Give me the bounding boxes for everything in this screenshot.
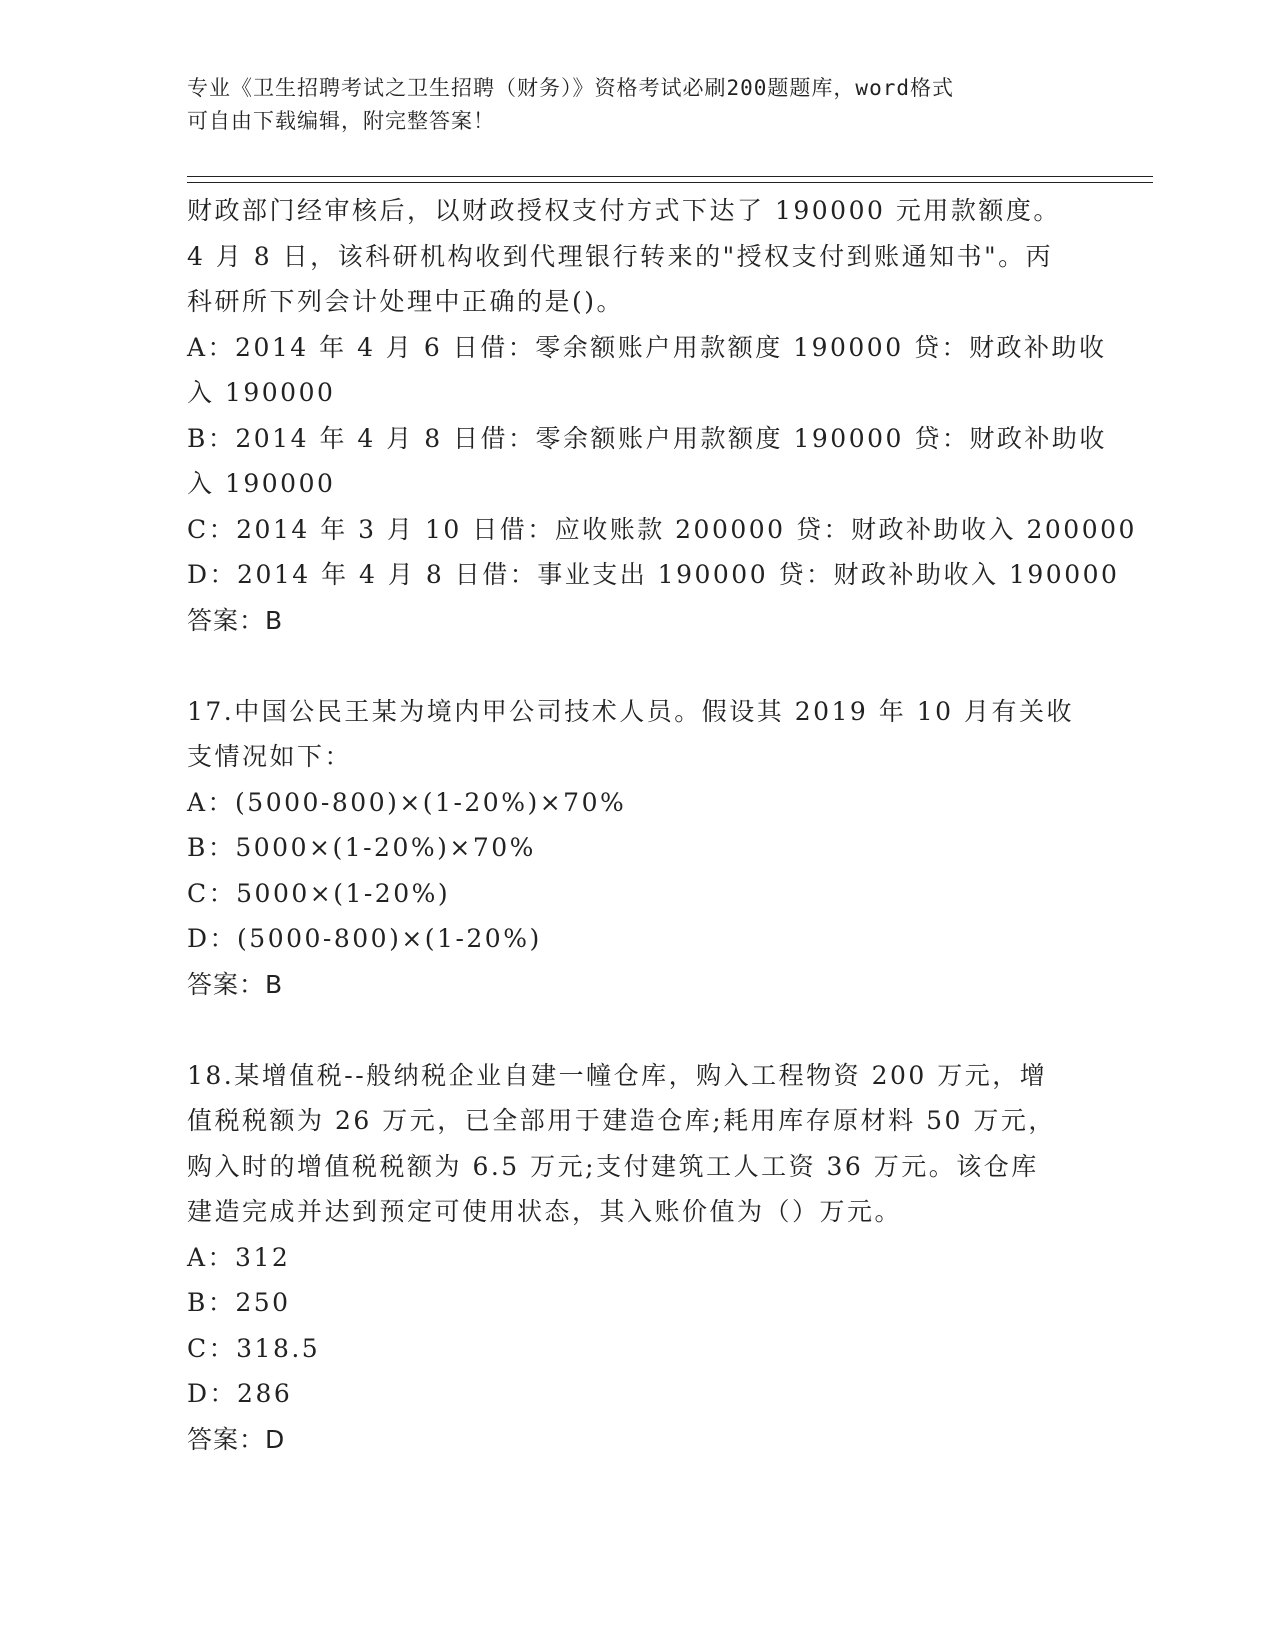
header-line-1: 专业《卫生招聘考试之卫生招聘（财务）》资格考试必刷200题题库，word格式 — [187, 76, 954, 100]
option-d: D：286 — [187, 1379, 293, 1408]
option-a: A：312 — [187, 1242, 291, 1272]
question-stem-line: 17.中国公民王某为境内甲公司技术人员。假设其 2019 年 10 月有关收 — [187, 696, 1074, 726]
question-stem-line: 购入时的增值税税额为 6.5 万元;支付建筑工人工资 36 万元。该仓库 — [187, 1151, 1039, 1181]
question-stem-line: 科研所下列会计处理中正确的是()。 — [187, 287, 625, 316]
answer: 答案：D — [187, 1424, 286, 1454]
question-stem-line: 值税税额为 26 万元，已全部用于建造仓库;耗用库存原材料 50 万元， — [187, 1106, 1056, 1135]
option-c: C：5000×(1-20%) — [187, 878, 451, 908]
question-16 — [187, 188, 1137, 643]
document-header — [187, 72, 1067, 138]
answer: 答案：B — [187, 605, 284, 635]
option-a: A：2014 年 4 月 6 日借：零余额账户用款额度 190000 贷：财政补助收 — [187, 332, 1107, 362]
option-b: B：5000×(1-20%)×70% — [187, 833, 536, 862]
question-17 — [187, 689, 1087, 1008]
question-stem-line: 4 月 8 日，该科研机构收到代理银行转来的"授权支付到账通知书"。丙 — [187, 241, 1054, 271]
header-divider-top — [187, 176, 1153, 177]
option-d: D：2014 年 4 月 8 日借：事业支出 190000 贷：财政补助收入 190000 — [187, 560, 1120, 589]
spacer — [187, 1007, 1087, 1053]
option-b: B：250 — [187, 1288, 291, 1317]
option-a: A：(5000-800)×(1-20%)×70% — [187, 787, 627, 817]
header-line-2: 可自由下载编辑，附完整答案！ — [187, 109, 495, 133]
spacer — [187, 643, 1087, 689]
question-stem-line: 支情况如下： — [187, 742, 353, 771]
option-c: C：318.5 — [187, 1333, 321, 1363]
header-divider-bottom — [187, 182, 1153, 183]
answer: 答案：B — [187, 969, 284, 999]
question-stem-line: 建造完成并达到预定可使用状态，其入账价值为（）万元。 — [187, 1197, 903, 1226]
option-c: C：2014 年 3 月 10 日借：应收账款 200000 贷：财政补助收入 200000 — [187, 514, 1137, 544]
document-body — [187, 188, 1137, 1462]
option-d: D：(5000-800)×(1-20%) — [187, 924, 542, 953]
question-18 — [187, 1053, 1087, 1463]
option-a-continued: 入 190000 — [187, 378, 336, 407]
option-b: B：2014 年 4 月 8 日借：零余额账户用款额度 190000 贷：财政补助收 — [187, 423, 1107, 453]
question-stem-line: 财政部门经审核后，以财政授权支付方式下达了 190000 元用款额度。 — [187, 196, 1061, 225]
option-b-continued: 入 190000 — [187, 469, 336, 498]
question-stem-line: 18.某增值税--般纳税企业自建一幢仓库，购入工程物资 200 万元，增 — [187, 1060, 1048, 1090]
